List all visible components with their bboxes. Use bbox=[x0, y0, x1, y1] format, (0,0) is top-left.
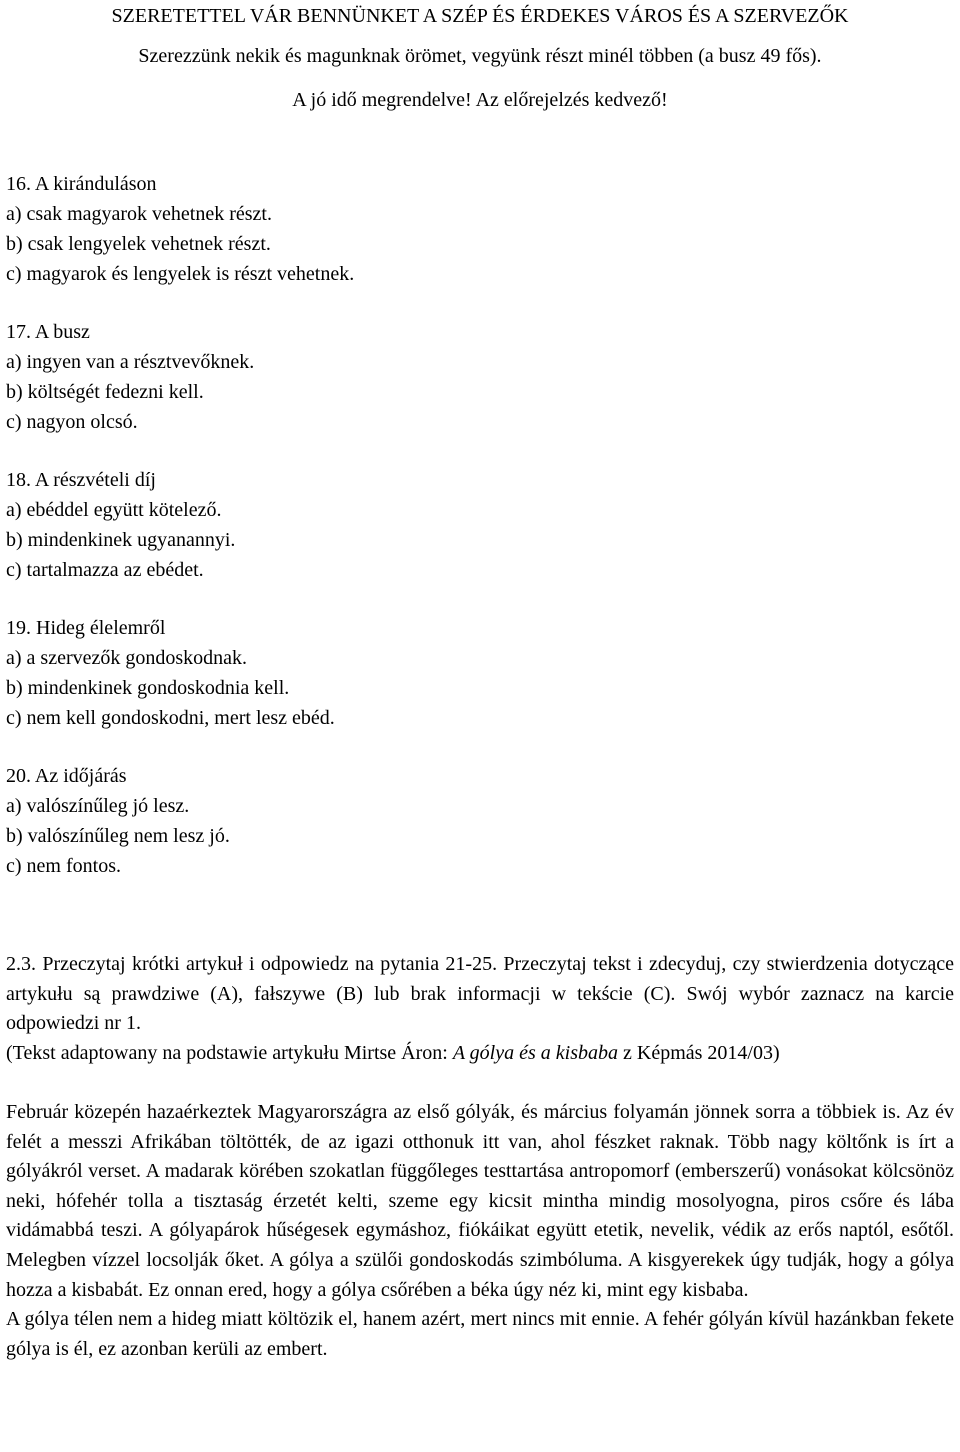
answer-option: a) ingyen van a résztvevőknek. bbox=[6, 351, 255, 373]
task-instructions: 2.3. Przeczytaj krótki artykuł i odpowiedz na pytania 21-25. Przeczytaj tekst i zdecyduj, czy stwierdzenia dotyczące artykułu są prawdziwe (A), fałszywe (B) lub brak informacji w tekście (C). Swój wybór zaznacz na karcie odpowiedzi nr 1. bbox=[6, 953, 954, 1035]
source-note bbox=[6, 1039, 954, 1069]
question-title: 17. A busz bbox=[6, 321, 90, 343]
article-title: A gólya és a kisbaba bbox=[452, 1041, 618, 1064]
source-suffix: z Képmás 2014/03) bbox=[618, 1041, 780, 1064]
answer-option: b) mindenkinek ugyanannyi. bbox=[6, 529, 236, 551]
answer-option: a) a szervezők gondoskodnak. bbox=[6, 647, 248, 669]
header-forecast: A jó idő megrendelve! Az előrejelzés kedvező! bbox=[292, 89, 668, 111]
answer-option: b) költségét fedezni kell. bbox=[6, 381, 204, 403]
answer-option: b) csak lengyelek vehetnek részt. bbox=[6, 233, 271, 255]
header-heading: SZERETETTEL VÁR BENNÜNKET A SZÉP ÉS ÉRDEKES VÁROS ÉS A SZERVEZŐK bbox=[111, 5, 849, 27]
answer-option: b) valószínűleg nem lesz jó. bbox=[6, 825, 230, 847]
question-title: 19. Hideg élelemről bbox=[6, 617, 166, 639]
answer-option: a) valószínűleg jó lesz. bbox=[6, 795, 190, 817]
reading-section bbox=[6, 950, 954, 1364]
answer-option: c) magyarok és lengyelek is részt vehetnek. bbox=[6, 263, 355, 285]
header-subtitle: Szerezzünk nekik és magunknak örömet, vegyünk részt minél többen (a busz 49 fős). bbox=[138, 45, 822, 67]
article-paragraph: Február közepén hazaérkeztek Magyarországra az első gólyák, és március folyamán jönnek sorra a többiek is. Az év felét a messzi Afrikában töltötték, de az igazi otthonuk itt van, ahol fészket raknak. Több nagy költőnk is írt a gólyákról verset. A madarak körében szokatlan függőleges testtartása antropomorf (emberszerű) vonásokat kölcsönöz neki, hófehér tolla a tisztaság érzetét kelti, szeme egy kicsit mintha mindig mosolyogna, piros csőre és lába vidámabbá teszi. A gólyapárok hűségesek egymáshoz, fiókáikat együtt etetik, nevelik, védik az erős naptól, esőtől. Melegben vízzel locsolják őket. A gólya a szülői gondoskodás szimbóluma. A kisgyerekek úgy tudják, hogy a gólya hozza a kisbabát. Ez onnan ered, hogy a gólya csőrében a béka úgy néz ki, mint egy kisbaba. bbox=[6, 1100, 954, 1301]
answer-option: a) ebéddel együtt kötelező. bbox=[6, 499, 222, 521]
source-prefix: (Tekst adaptowany na podstawie artykułu Mirtse Áron: bbox=[6, 1041, 453, 1064]
question-title: 18. A részvételi díj bbox=[6, 469, 156, 491]
answer-option: b) mindenkinek gondoskodnia kell. bbox=[6, 677, 290, 699]
question-title: 16. A kiránduláson bbox=[6, 173, 157, 195]
article-paragraph: A gólya télen nem a hideg miatt költözik el, hanem azért, mert nincs mit ennie. A fehér gólyán kívül hazánkban fekete gólya is él, ez azonban kerüli az embert. bbox=[6, 1308, 954, 1360]
question-title: 20. Az időjárás bbox=[6, 765, 127, 787]
answer-option: c) nagyon olcsó. bbox=[6, 411, 138, 433]
answer-option: a) csak magyarok vehetnek részt. bbox=[6, 203, 272, 225]
answer-option: c) tartalmazza az ebédet. bbox=[6, 559, 204, 581]
answer-option: c) nem fontos. bbox=[6, 855, 121, 877]
answer-option: c) nem kell gondoskodni, mert lesz ebéd. bbox=[6, 707, 335, 729]
